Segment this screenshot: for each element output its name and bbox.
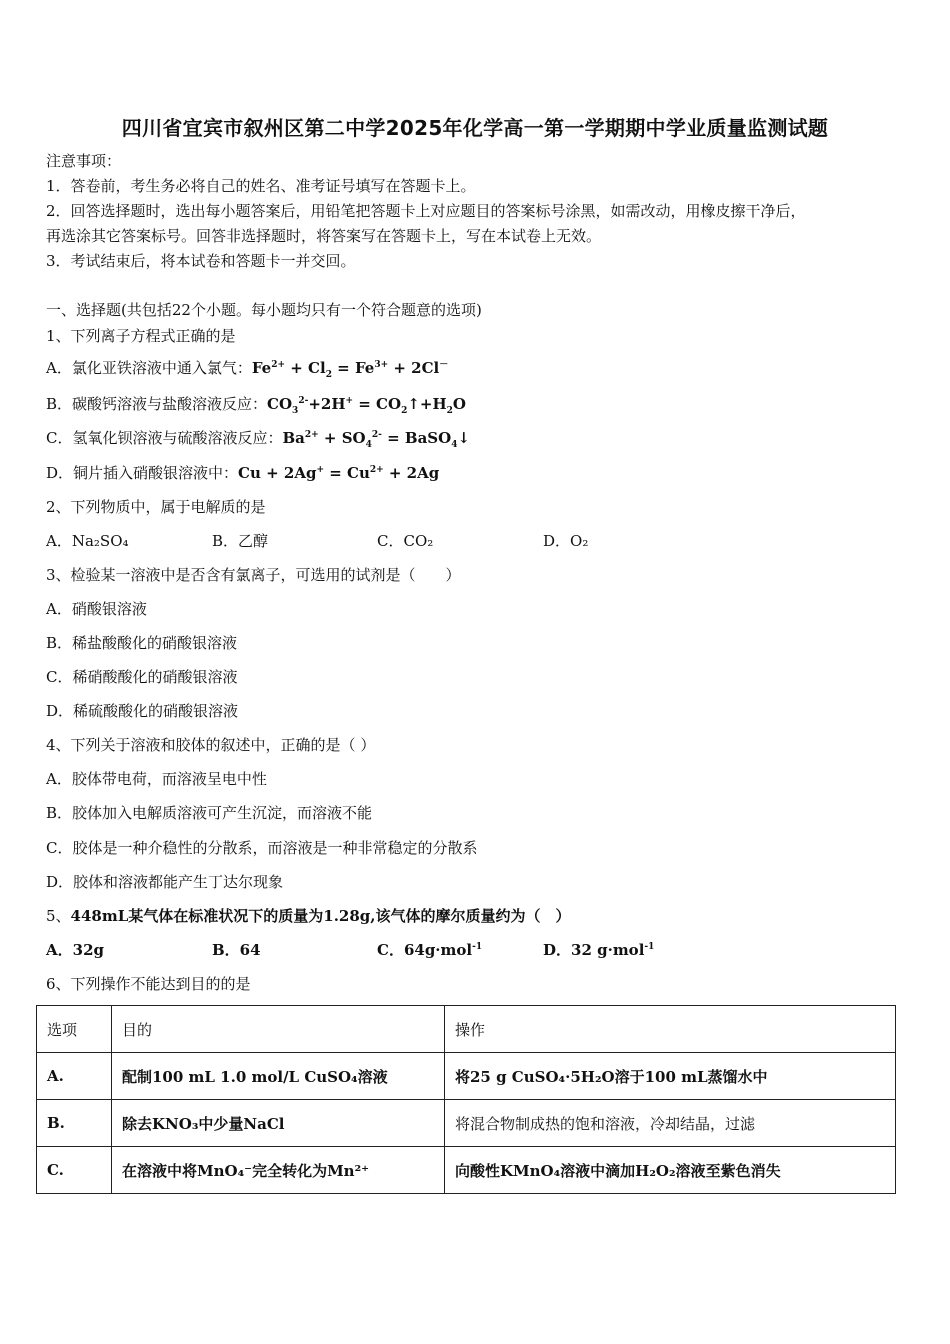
q4-option-d: D．胶体和溶液都能产生丁达尔现象 bbox=[46, 873, 284, 891]
q1-option-b bbox=[46, 394, 466, 414]
notice-item-2: 2．回答选择题时，选出每小题答案后，用铅笔把答题卡上对应题目的答案标号涂黑，如需改动，用橡皮擦干净后， bbox=[46, 202, 806, 220]
notice-item-1: 1．答卷前，考生务必将自己的姓名、准考证号填写在答题卡上。 bbox=[46, 177, 476, 195]
q5-option-c-text: C．64g·mol bbox=[377, 941, 473, 959]
section-heading: 一、选择题(共包括22个小题。每小题均只有一个符合题意的选项) bbox=[46, 301, 482, 319]
q1-option-c-label: C．氢氧化钡溶液与硫酸溶液反应： bbox=[46, 429, 283, 447]
q4-option-b: B．胶体加入电解质溶液可产生沉淀，而溶液不能 bbox=[46, 804, 373, 822]
q1-stem: 1、下列离子方程式正确的是 bbox=[46, 327, 236, 345]
table-cell: 向酸性KMnO₄溶液中滴加H₂O₂溶液至紫色消失 bbox=[445, 1147, 896, 1194]
table-cell: A. bbox=[37, 1053, 112, 1100]
table-header-cell: 操作 bbox=[445, 1006, 896, 1053]
q1-option-c-equation: $Ba^{2+} + SO_4^{2-}$ = BaSO$_4$↓ bbox=[282, 429, 471, 450]
q3-option-c: C．稀硝酸酸化的硝酸银溶液 bbox=[46, 668, 238, 686]
q3-option-d: D．稀硫酸酸化的硝酸银溶液 bbox=[46, 702, 239, 720]
q4-stem: 4、下列关于溶液和胶体的叙述中，正确的是（ ） bbox=[46, 736, 376, 754]
q5-text: 448mL某气体在标准状况下的质量为1.28g,该气体的摩尔质量约为（ ） bbox=[70, 907, 571, 925]
q5-option-c bbox=[377, 940, 482, 960]
table-row bbox=[37, 1053, 896, 1100]
table-cell: 在溶液中将MnO₄⁻完全转化为Mn²⁺ bbox=[112, 1147, 445, 1194]
q2-option-a: A．Na₂SO₄ bbox=[46, 532, 129, 550]
q1-option-a bbox=[46, 358, 448, 378]
q1-option-b-label: B．碳酸钙溶液与盐酸溶液反应： bbox=[46, 395, 268, 413]
q5-option-d-text: D．32 g·mol bbox=[543, 941, 645, 959]
table-cell: 配制100 mL 1.0 mol/L CuSO₄溶液 bbox=[112, 1053, 445, 1100]
q1-option-d-label: D．铜片插入硝酸银溶液中： bbox=[46, 464, 239, 482]
q3-option-b: B．稀盐酸酸化的硝酸银溶液 bbox=[46, 634, 238, 652]
q4-option-c: C．胶体是一种介稳性的分散系，而溶液是一种非常稳定的分散系 bbox=[46, 839, 478, 857]
page-title: 四川省宜宾市叙州区第二中学2025年化学高一第一学期期中学业质量监测试题 bbox=[121, 116, 829, 140]
table-header-row bbox=[37, 1006, 896, 1053]
table-row bbox=[37, 1147, 896, 1194]
q6-table bbox=[36, 1005, 896, 1194]
q3-option-a: A．硝酸银溶液 bbox=[46, 600, 147, 618]
table-cell: 除去KNO₃中少量NaCl bbox=[112, 1100, 445, 1147]
q5-option-b: B．64 bbox=[212, 941, 261, 959]
q5-option-a: A．32g bbox=[46, 941, 105, 959]
q1-option-c bbox=[46, 428, 470, 448]
q2-stem: 2、下列物质中，属于电解质的是 bbox=[46, 498, 266, 516]
table-cell: B. bbox=[37, 1100, 112, 1147]
q5-stem bbox=[46, 906, 571, 926]
notice-heading: 注意事项： bbox=[46, 152, 122, 170]
q5-option-c-exponent: -1 bbox=[472, 942, 483, 952]
table-cell: 将混合物制成热的饱和溶液，冷却结晶，过滤 bbox=[445, 1100, 896, 1147]
q1-option-a-equation: $Fe^{2+} + Cl_2 = Fe^{3+} + 2Cl^-$ bbox=[251, 359, 449, 380]
q5-option-d-exponent: -1 bbox=[644, 942, 655, 952]
q4-option-a: A．胶体带电荷，而溶液呈电中性 bbox=[46, 770, 267, 788]
table-header-cell: 目的 bbox=[112, 1006, 445, 1053]
q1-option-b-equation: $CO_3^{2-}+2H^+$ = $CO_2↑+H_2O$ bbox=[267, 395, 466, 416]
table-header-cell: 选项 bbox=[37, 1006, 112, 1053]
q2-option-b: B．乙醇 bbox=[212, 532, 269, 550]
table-row bbox=[37, 1100, 896, 1147]
notice-item-3: 3．考试结束后，将本试卷和答题卡一并交回。 bbox=[46, 252, 356, 270]
table-cell: C. bbox=[37, 1147, 112, 1194]
q1-option-a-label: A．氯化亚铁溶液中通入氯气： bbox=[46, 359, 252, 377]
q6-stem: 6、下列操作不能达到目的的是 bbox=[46, 975, 251, 993]
table-cell: 将25 g CuSO₄·5H₂O溶于100 mL蒸馏水中 bbox=[445, 1053, 896, 1100]
q5-option-d bbox=[543, 940, 654, 960]
q1-option-d-equation: $Cu + 2Ag^+ = Cu^{2+} + 2Ag$ bbox=[238, 464, 440, 482]
q3-stem: 3、检验某一溶液中是否含有氯离子，可选用的试剂是（ ） bbox=[46, 566, 461, 584]
q5-number: 5、 bbox=[46, 907, 71, 925]
q2-option-c: C．CO₂ bbox=[377, 532, 434, 550]
q2-option-d: D．O₂ bbox=[543, 532, 589, 550]
notice-item-2-cont: 再选涂其它答案标号。回答非选择题时，将答案写在答题卡上，写在本试卷上无效。 bbox=[46, 227, 602, 245]
q1-option-d bbox=[46, 463, 439, 483]
